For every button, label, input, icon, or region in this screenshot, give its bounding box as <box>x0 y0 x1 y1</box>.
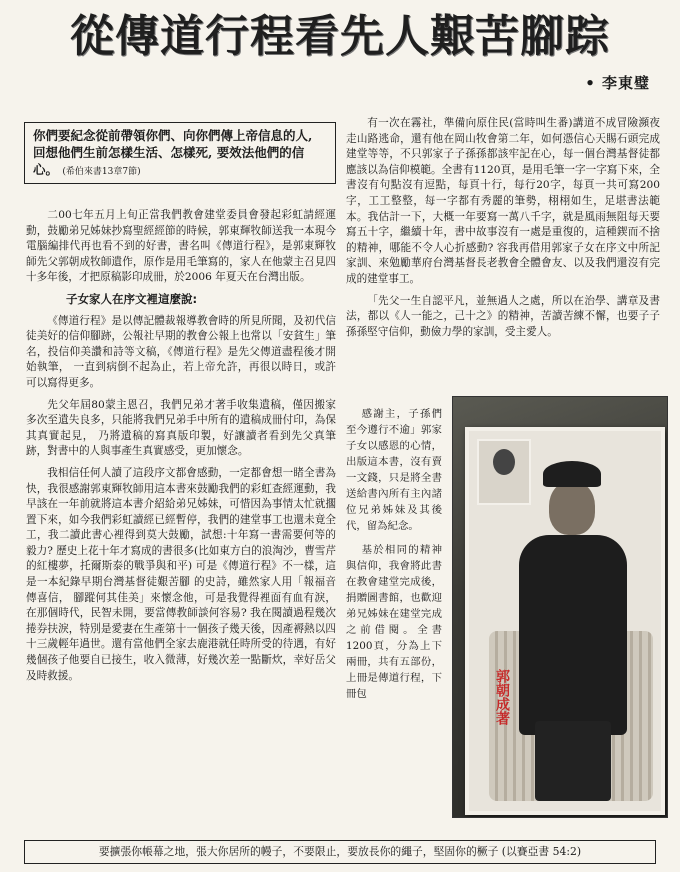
body-paragraph: 「先父一生自認平凡，並無過人之處，所以在治學、講章及書法，都以《人一能之，己十之》的精神，苦讀苦練不懈，也要子子孫孫堅守信仰，動儉力學的家訓，受主愛人。 <box>346 294 660 338</box>
author-name: • 李東璧 <box>585 74 650 92</box>
narrow-column <box>346 406 442 836</box>
portrait-frame <box>465 427 665 815</box>
body-paragraph: 我相信任何人讀了這段序文都會感動，一定都會想一睹全書為快，我很感謝郭東輝牧師用這本書來鼓勵我們的彩虹查經運動，我早該在一年前就將這本書介紹給弟兄姊妹，可惜因為事情太忙就擱置下來，如今我們彩虹讀經已經暫停，我們的建堂事工也還未竟全工，我二讀此書心裡得到莫大鼓勵，試想:十年寫一書需要何等的毅力? 歷史上花十年才寫成的書很多(比如東方白的浪淘沙，曹雪芹的紅樓夢，托爾斯泰的戰爭與和平) 可是《傳道行程》不一樣，這是一本紀錄早期台灣基督徒艱苦腳 的史詩，雖然家人用「報福音傳喜信， 腳蹤何其佳美」來懷念他，可是我覺得裡面有血有淚，在那個時代，民智未開，要當傳教師談何容易? 我在閱讀過程幾次捲券扶淚，特別是愛妻在生產第十一個孩子幾天後，因產褥熱以四十三歲輕年過世。還有當他們全家去鹿港就任時所受的待遇，有好幾個孩子他要自已接生，收入微薄，好幾次差一點斷炊，幸好岳父及時救援。 <box>26 466 336 682</box>
quote-text: 你們要紀念從前帶領你們、向你們傳上帝信息的人, 回想他們生前怎樣生活、怎樣死, 要效法他們的信心。 <box>33 128 313 177</box>
figure-body <box>519 535 627 735</box>
page-title: 從傳道行程看先人艱苦腳踪 <box>70 11 610 62</box>
left-column <box>26 208 336 833</box>
right-column <box>346 116 660 416</box>
body-paragraph: 《傳道行程》是以傳記體裁報導教會時的所見所聞，及初代信徒美好的信仰腳跡，公報社早期的教會公報上也常以「安貧生」筆名，投信仰美讚和詩等文稿，《傳道行程》是先父傳道盡程後才開始執筆， 一直到病倒不起為止，若上帝允許，再很以時日，或許可以寫得更多。 <box>26 314 336 389</box>
intro-paragraph: 二00七年五月上旬正當我們教會建堂委員會發起彩虹請經運動，鼓勵弟兄姊妹抄寫聖經經節的時候，郭東輝牧師送我一本現今電腦編排代再也看不到的好書，書名叫《傳道行程》，是郭東輝牧師先父郭朝成牧師遺作，原作是用毛筆寫的，家人在他蒙主召見四十多年後，才把原稿影印成冊，於2006 年夏天在台灣出版。 <box>26 209 336 284</box>
scripture-quote-box <box>24 122 336 184</box>
hat-shape <box>543 461 601 487</box>
body-paragraph: 有一次在霧社，準備向原住民(當時叫生番)講道不成冒險瀕夜走山路逃命，還有他在岡山牧會第二年，如何憑信心天賜石頭完成建堂等等，不只郭家子子孫孫都該牢記在心，每一個台灣基督徒都應該以為信仰模範。全書有1120頁，是用毛筆一字一字寫下來，全書沒有句點沒有逗點，每頁十行，每行20字，每頁一共可寫200字，工工整整，每一字都有秀麗的筆勢，栩栩如生，足堪書法範本。我估計一下，大概一年要寫一萬八千字，就是風雨無阻每天要寫五十字，繼續十年，書中故事沒有一處是重復的，這種鍥而不捨的精神，哪能不令人心折感動? 容我再借用郭家子女在序文中所記家訓、來勉勵華府台灣基督長老教會全體會友、以及我們還沒有完成的建堂事工。 <box>346 117 660 285</box>
figure-legs <box>535 721 611 801</box>
body-paragraph: 先父年屆80蒙主恩召，我們兄弟才著手收集遺稿，僅因搬家多次至遺失良多，只能將我們兄弟手中所有的遺稿成冊付印，為保其真實起見， 乃將遺稿的寫真版印製，好讓讀者看到先父真筆跡，對書中的人與事產生真實感受，更加懷念。 <box>26 398 336 458</box>
body-paragraph: 感謝主，子孫們至今遵行不逾」郭家子女以感恩的心情，出版這本書，沒有賣一文錢，只是將全書送給書內所有主內諸位兄弟姊妹及其後代，留為紀念。 <box>346 408 442 532</box>
small-portrait <box>477 439 531 505</box>
quote-reference: (希伯來書13章7節) <box>62 167 141 177</box>
footer-scripture-box: 要擴張你帳幕之地，張大你居所的幔子，不要限止，要放長你的繩子，堅固你的橛子 (以賽亞書 54:2) <box>24 840 656 864</box>
book-cover-photo <box>452 396 668 818</box>
figure-head <box>549 481 595 535</box>
section-heading: 子女家人在序文裡這麼說: <box>66 291 198 306</box>
photo-caption: 郭朝成著 <box>494 669 510 725</box>
body-paragraph: 基於相同的精神與信仰，我會將此書在教會建堂完成後，捐贈圖書館，也歡迎弟兄姊妹在建堂完成之前借閱。全書1200頁，分為上下兩冊，共有五部份，上冊是傳道行程，下冊包 <box>346 544 442 700</box>
